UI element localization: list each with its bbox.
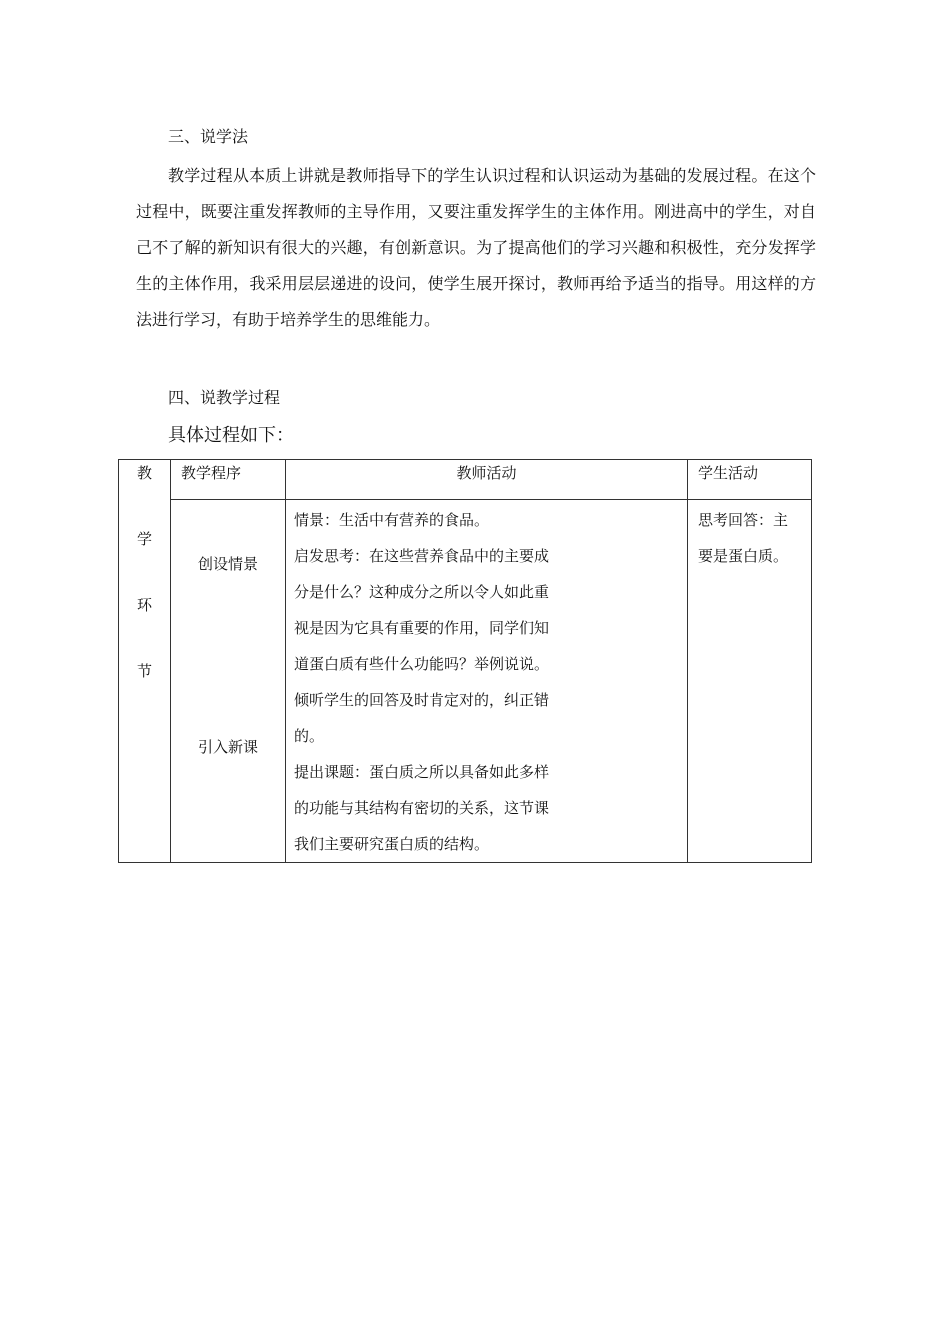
header-student-activity: 学生活动 (688, 460, 812, 500)
teacher-line: 提出课题：蛋白质之所以具备如此多样 (294, 763, 550, 781)
teaching-process-table (118, 459, 812, 863)
teacher-line: 道蛋白质有些什么功能吗？举例说说。 (294, 655, 550, 673)
stage-char: 环 (136, 596, 152, 614)
stage-char: 教 (136, 464, 152, 482)
teacher-line: 倾听学生的回答及时肯定对的，纠正错 (294, 691, 550, 709)
teacher-line: 分是什么？这种成分之所以令人如此重 (294, 583, 550, 601)
table-body-row (119, 500, 812, 863)
procedure-introduce-lesson: 引入新课 (197, 738, 258, 756)
teacher-line: 的。 (294, 727, 325, 745)
header-teacher-activity: 教师活动 (286, 460, 688, 500)
stage-char: 节 (136, 662, 152, 680)
learning-method-paragraph (136, 158, 816, 338)
teacher-activity-cell (286, 500, 688, 863)
learning-method-text: 教学过程从本质上讲就是教师指导下的学生认识过程和认识运动为基础的发展过程。在这个过程中，既要注重发挥教师的主导作用，又要注重发挥学生的主体作用。刚进高中的学生，对自己不了解的新知识有很大的兴趣，有创新意识。为了提高他们的学习兴趣和积极性，充分发挥学生的主体作用，我采用层层递进的设问，使学生展开探讨，教师再给予适当的指导。用这样的方法进行学习，有助于培养学生的思维能力。 (136, 166, 816, 329)
section-heading-learning-method: 三、说学法 (168, 127, 249, 146)
teacher-line: 我们主要研究蛋白质的结构。 (294, 835, 490, 853)
teacher-line: 情景：生活中有营养的食品。 (294, 511, 490, 529)
teaching-stage-cell (119, 460, 171, 863)
procedure-create-scenario: 创设情景 (197, 555, 258, 573)
process-intro: 具体过程如下： (168, 425, 294, 446)
student-activity-cell: 思考回答：主要是蛋白质。 (688, 500, 812, 863)
teacher-line: 视是因为它具有重要的作用，同学们知 (294, 619, 550, 637)
table-header-row (119, 460, 812, 500)
header-procedure: 教学程序 (171, 460, 286, 500)
procedure-cell (171, 500, 286, 863)
teacher-line: 启发思考：在这些营养食品中的主要成 (294, 547, 550, 565)
teacher-line: 的功能与其结构有密切的关系，这节课 (294, 799, 550, 817)
teaching-stage-label (119, 460, 170, 727)
stage-char: 学 (136, 530, 152, 548)
section-heading-teaching-process: 四、说教学过程 (168, 388, 281, 407)
